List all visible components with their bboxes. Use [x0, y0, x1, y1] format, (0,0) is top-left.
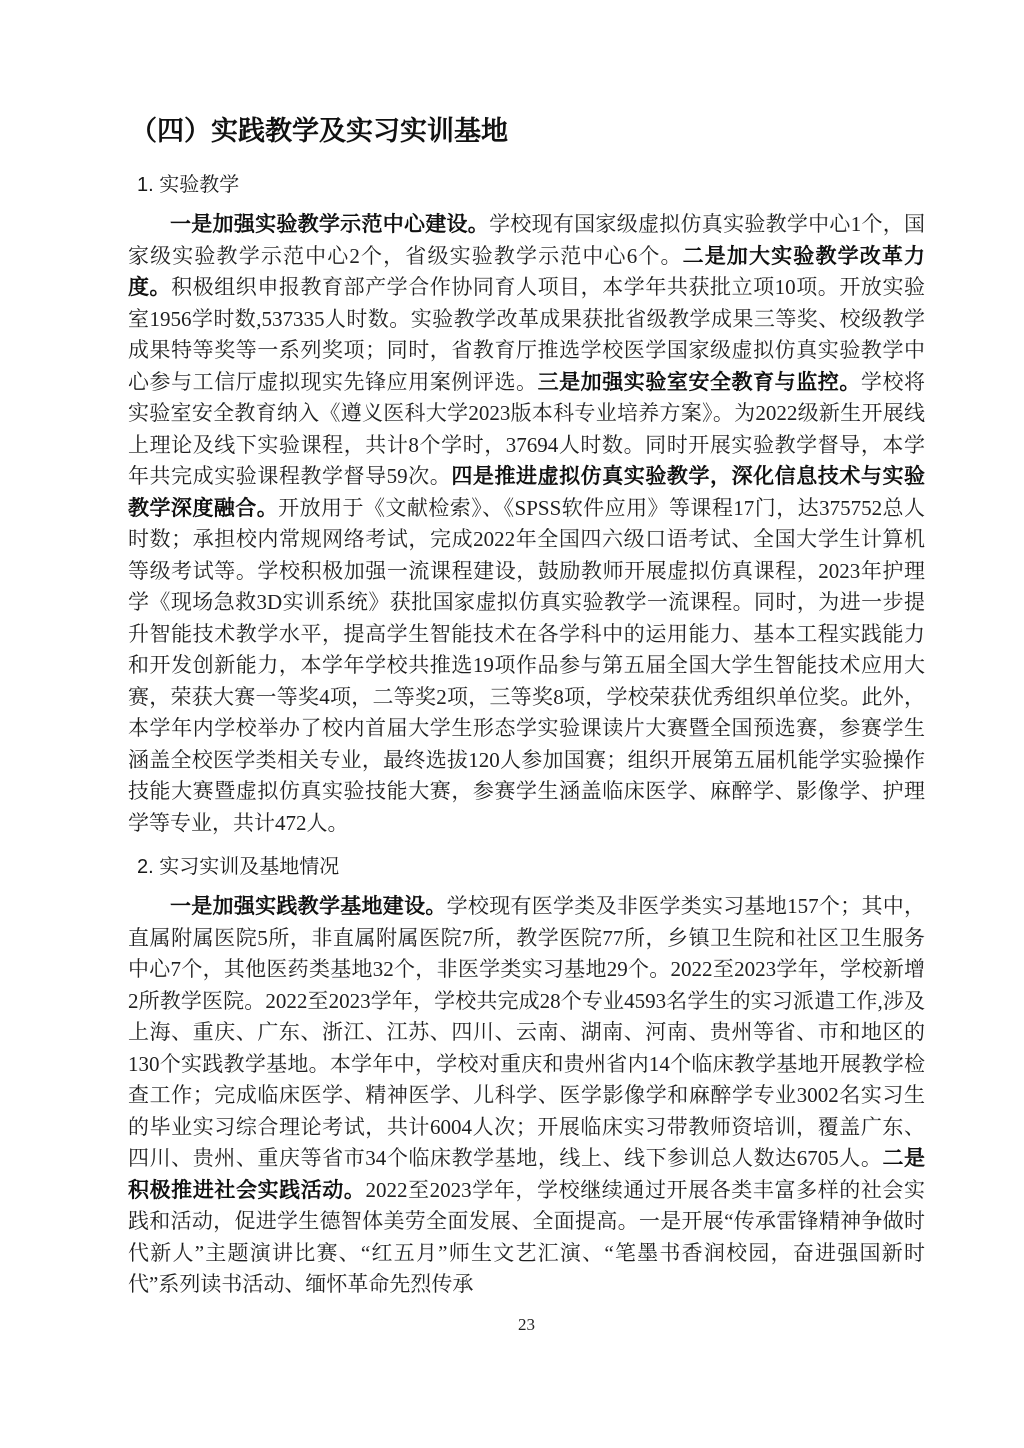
text-run-bold: 三是加强实验室安全教育与监控。	[537, 370, 861, 394]
text-run: 2022至2023学年，学校继续通过开展各类丰富多样的社会实践和活动，促进学生德智体美劳全面发展、全面提高。一是开展“传承雷锋精神争做时代新人”主题演讲比赛、“红五月”师生文艺汇演、“笔墨书香润校园，奋进强国新时代”系列读书活动、缅怀革命先烈传承	[128, 1177, 926, 1296]
paragraph-internship-bases	[128, 891, 925, 1301]
text-run-bold: 一是加强实验教学示范中心建设。	[170, 213, 490, 236]
page-number: 23	[518, 1314, 535, 1334]
text-run-bold: 四是推进虚拟仿真实验教学，深化信息技术与实验教学深度融合。	[128, 465, 926, 520]
text-run: 学校将实验室安全教育纳入《遵义医科大学2023版本科专业培养方案》。为2022级新生开展线上理论及线下实验课程，共计8个学时，37694人时数。同时开展实验教学督导，本学年共完成实验课程教学督导59次。	[128, 369, 926, 488]
text-run: 学校现有国家级虚拟仿真实验教学中心1个，国家级实验教学示范中心2个，省级实验教学示范中心6个。	[128, 212, 926, 268]
subsection-heading-internship-bases: 2. 实习实训及基地情况	[137, 856, 340, 878]
section-title: （四）实践教学及实习实训基地	[130, 116, 508, 146]
subsection-heading-experiment-teaching: 1. 实验教学	[137, 174, 240, 196]
text-run: 学校现有医学类及非医学类实习基地157个；其中，直属附属医院5所，非直属附属医院7所，教学医院77所，乡镇卫生院和社区卫生服务中心7个，其他医药类基地32个，非医学类实习基地29个。2022至2023学年，学校新增2所教学医院。2022至2023学年，学校共完成28个专业4593名学生的实习派遣工作,涉及上海、重庆、广东、浙江、江苏、四川、云南、湖南、河南、贵州等省、市和地区的130个实践教学基地。本学年中，学校对重庆和贵州省内14个临床教学基地开展教学检查工作；完成临床医学、精神医学、儿科学、医学影像学和麻醉学专业3002名实习生的毕业实习综合理论考试，共计6004人次；开展临床实习带教师资培训，覆盖广东、四川、贵州、重庆等省市34个临床教学基地，线上、线下参训总人数达6705人。	[128, 894, 926, 1170]
text-run-bold: 一是加强实践教学基地建设。	[170, 895, 447, 918]
text-run: 开放用于《文献检索》、《SPSS软件应用》等课程17门，达375752总人时数；承担校内常规网络考试，完成2022年全国四六级口语考试、全国大学生计算机等级考试等。学校积极加强一流课程建设，鼓励教师开展虚拟仿真课程，2023年护理学《现场急救3D实训系统》获批国家虚拟仿真实验教学一流课程。同时，为进一步提升智能技术教学水平，提高学生智能技术在各学科中的运用能力、基本工程实践能力和开发创新能力，本学年学校共推选19项作品参与第五届全国大学生智能技术应用大赛，荣获大赛一等奖4项，二等奖2项，三等奖8项，学校荣获优秀组织单位奖。此外，本学年内学校举办了校内首届大学生形态学实验课读片大赛暨全国预选赛，参赛学生涵盖全校医学类相关专业，最终选拔120人参加国赛；组织开展第五届机能学实验操作技能大赛暨虚拟仿真实验技能大赛，参赛学生涵盖临床医学、麻醉学、影像学、护理学等专业，共计472人。	[128, 495, 926, 835]
text-run-bold: 二是积极推进社会实践活动。	[128, 1147, 926, 1202]
paragraph-experiment-teaching	[128, 209, 925, 839]
text-run: 积极组织申报教育部产学合作协同育人项目，本学年共获批立项10项。开放实验室1956学时数,537335人时数。实验教学改革成果获批省级教学成果三等奖、校级教学成果特等奖等一系列奖项；同时，省教育厅推选学校医学国家级虚拟仿真实验教学中心参与工信厅虚拟现实先锋应用案例评选。	[128, 275, 926, 394]
text-run-bold: 二是加大实验教学改革力度。	[128, 244, 925, 299]
